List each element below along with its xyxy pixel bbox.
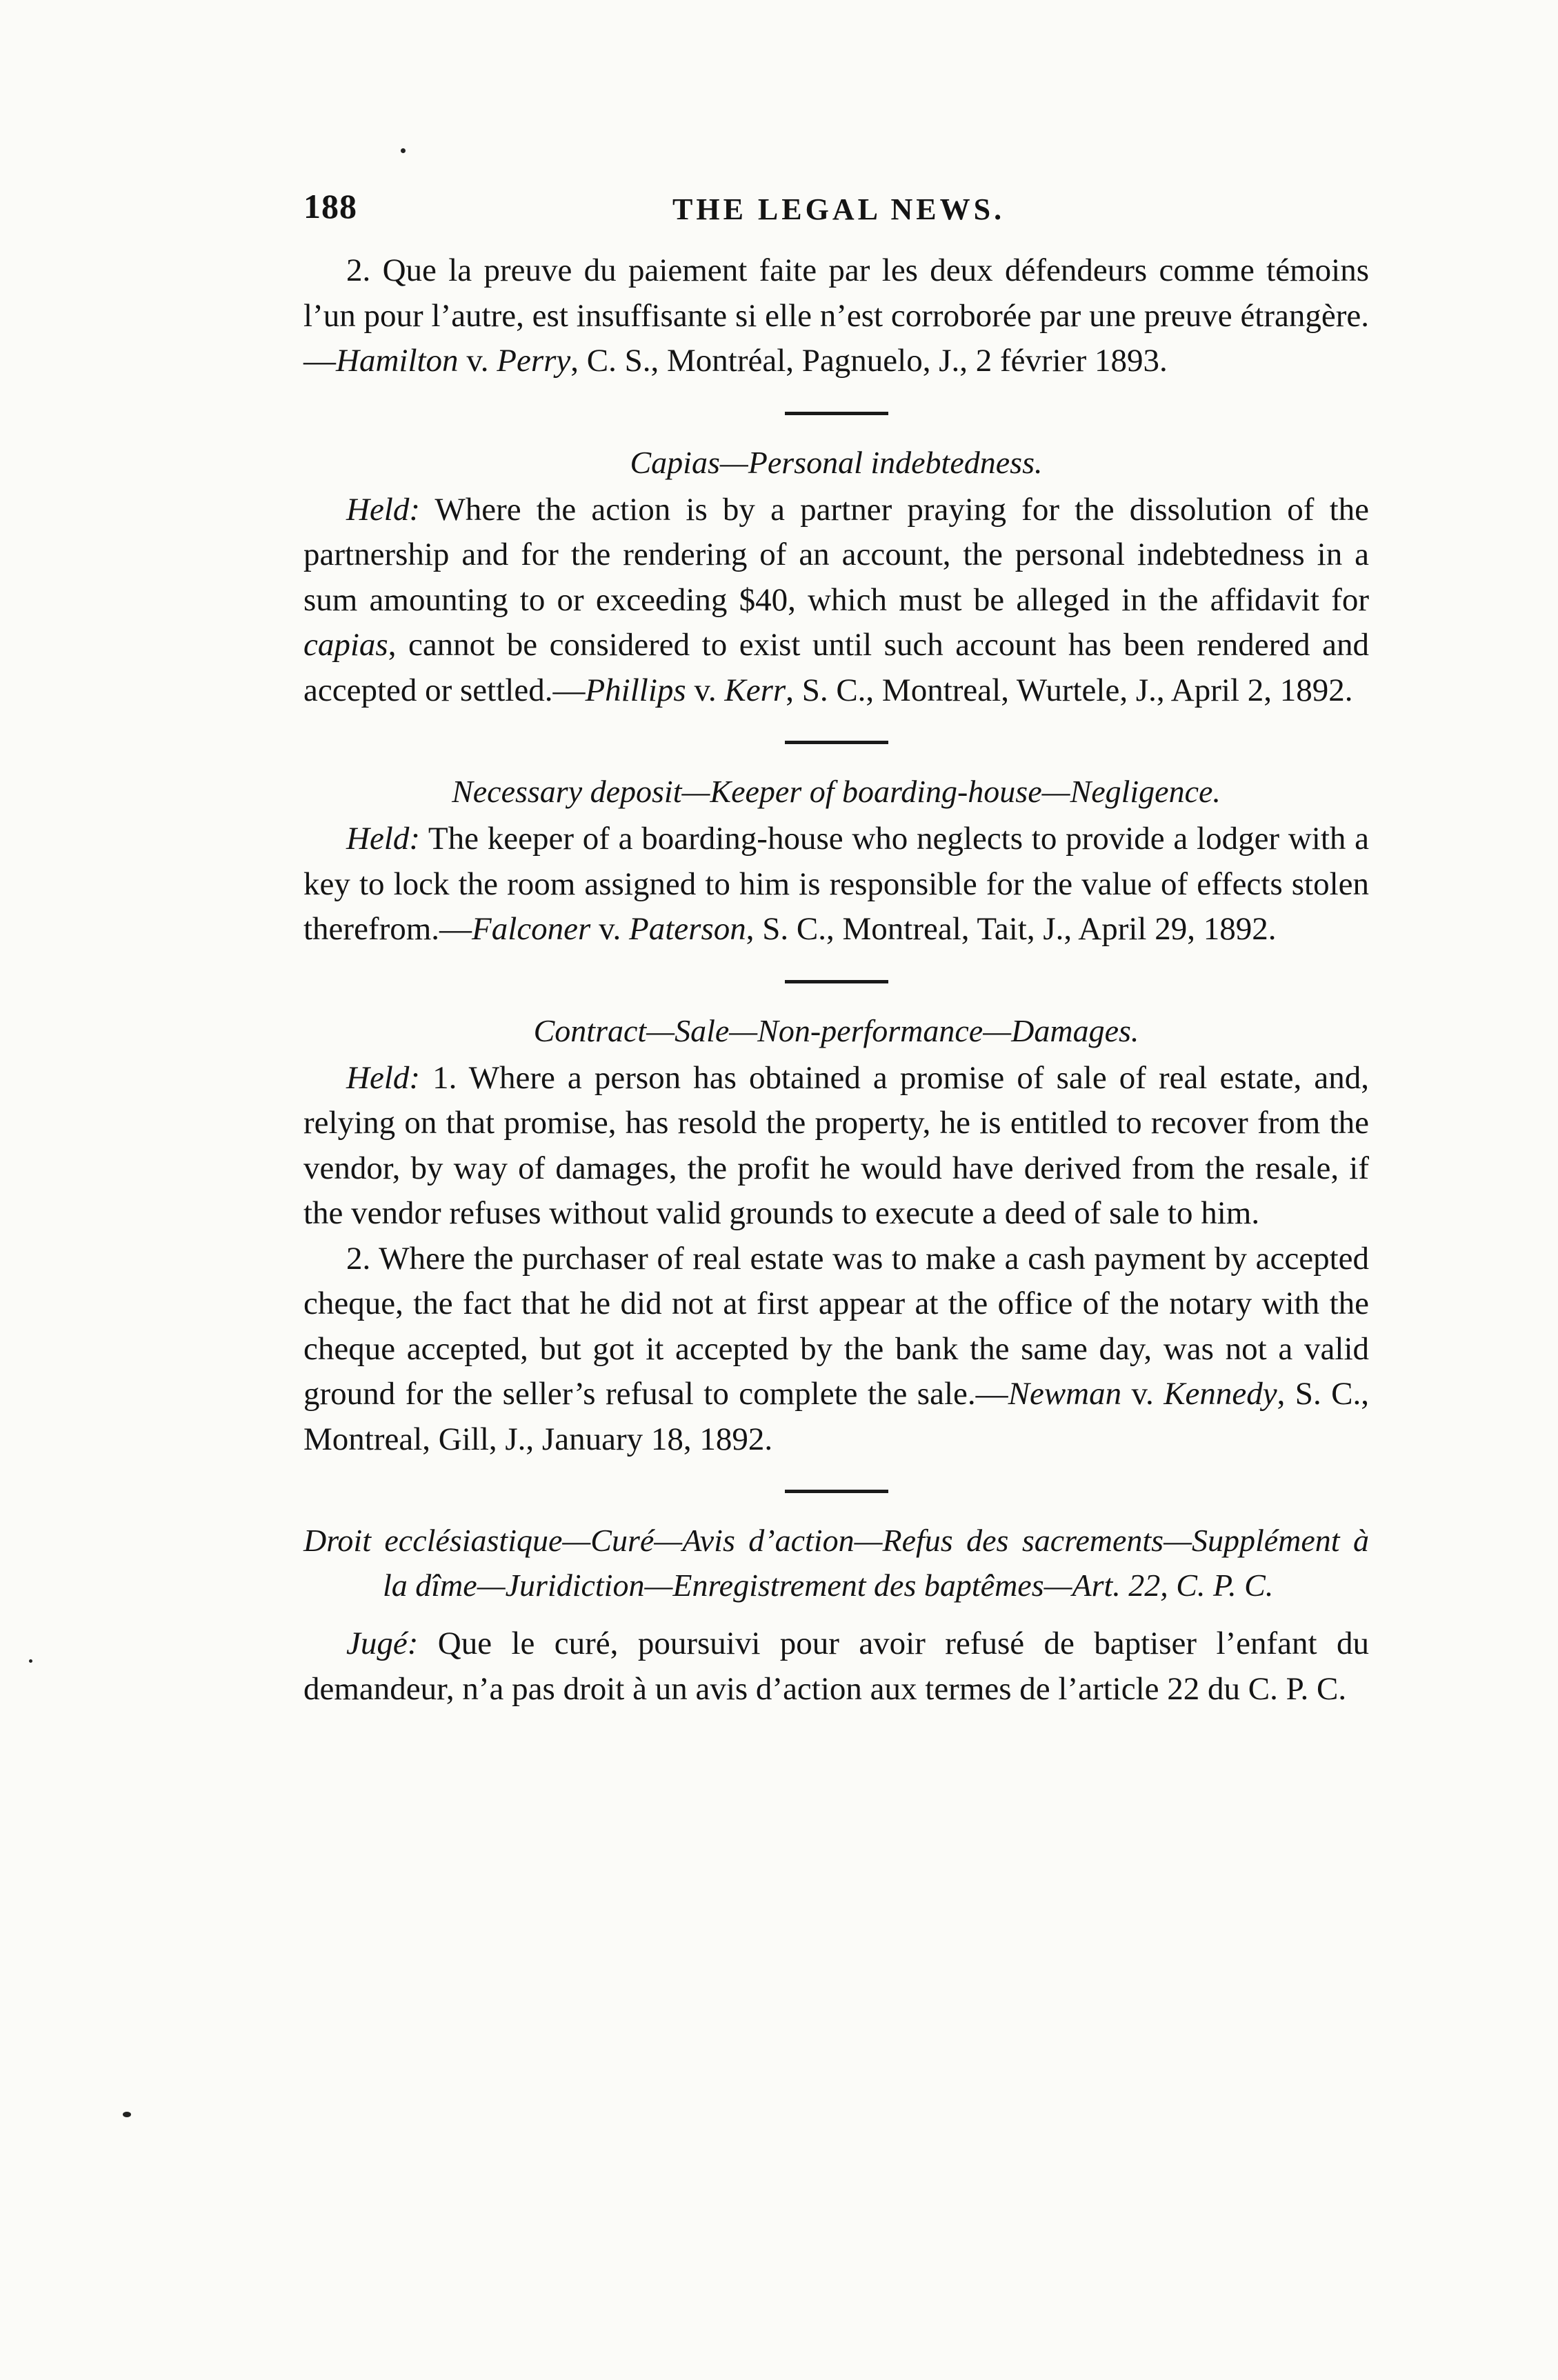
versus: v. [458,343,497,379]
running-head [303,186,1369,248]
page [303,186,1369,1712]
paragraph-text: 2. Where the purchaser of real estate was to make a cash payment by accepted cheque, the fact that he did not at first appear at the office of the notary with the cheque accepted, but got it accepted by the bank the same day, was not a valid ground for the seller’s refusal to complete the sale.— [303,1240,1369,1412]
citation: , S. C., Montreal, Wurtele, J., April 2, 1892. [786,672,1353,708]
citation: , S. C., Montreal, Tait, J., April 29, 1892. [746,911,1277,947]
paragraph-text: 2. Que la preuve du paiement faite par les deux défendeurs comme témoins l’un pour l’autre, est insuffisante si elle n’est corroborée par une preuve étrangère.— [303,252,1369,379]
section-heading: Droit ecclésiastique—Curé—Avis d’action—Refus des sacrements—Supplément à la dîme—Juridiction—Enregistrement des baptêmes—Art. 22, C. P. C. [303,1523,1369,1603]
paragraph-text: Que le curé, poursuivi pour avoir refusé de baptiser l’enfant du demandeur, n’a pas droit à un avis d’action aux termes de l’article 22 du C. P. C. [303,1626,1369,1707]
party-name: Hamilton [336,343,459,379]
juge-label: Jugé: [346,1626,419,1661]
scan-speck [29,1659,32,1663]
section-divider [785,412,888,415]
section-divider [785,980,888,983]
party-name: Kerr [724,672,786,708]
section-divider [785,741,888,744]
paragraph-droit [303,1621,1369,1712]
versus: v. [590,911,630,947]
versus: v. [686,672,725,708]
paragraph-text: , cannot be considered to exist until such account has been rendered and accepted or settled.— [303,627,1369,708]
held-label: Held: [346,821,421,857]
paragraph-text: Where the action is by a partner praying for the dissolution of the partnership and for the rendering of an account, the personal indebtedness in a sum amounting to or exceeding $40, which must be alleged in the affidavit for [303,491,1369,618]
page-number: 188 [303,187,357,226]
party-name: Phillips [585,672,686,708]
party-name: Newman [1008,1376,1122,1412]
versus: v. [1121,1376,1164,1412]
paragraph-contract-2 [303,1237,1369,1463]
paragraph-contract-1 [303,1056,1369,1237]
section-divider [785,1490,888,1493]
party-name: Falconer [472,911,591,947]
paragraph-text: The keeper of a boarding-house who neglects to provide a lodger with a key to lock the room assigned to him is responsible for the value of effects stolen therefrom.— [303,821,1369,947]
paragraph-preuve [303,248,1369,384]
party-name: Perry [497,343,571,379]
citation: , S. C., Montreal, Gill, J., January 18, 1892. [303,1376,1369,1457]
citation: , C. S., Montréal, Pagnuelo, J., 2 février 1893. [570,343,1168,379]
journal-title: THE LEGAL NEWS. [672,192,1006,226]
scan-speck [401,148,406,153]
paragraph-capias [303,488,1369,714]
section-heading: Capias—Personal indebtedness. [630,444,1043,480]
party-name: Paterson [629,911,746,947]
held-label: Held: [346,491,421,528]
paragraph-deposit [303,817,1369,952]
section-heading: Necessary deposit—Keeper of boarding-house—Negligence. [452,774,1221,809]
held-label: Held: [346,1059,421,1096]
scan-speck [123,2112,131,2117]
paragraph-text: 1. Where a person has obtained a promise of sale of real estate, and, relying on that promise, has resold the property, he is entitled to recover from the vendor, by way of damages, the profit he would have derived from the resale, if the vendor refuses without valid grounds to execute a deed of sale to him. [303,1059,1369,1231]
capias-term: capias [303,627,388,663]
party-name: Kennedy [1163,1376,1277,1412]
section-heading: Contract—Sale—Non-performance—Damages. [533,1012,1139,1048]
